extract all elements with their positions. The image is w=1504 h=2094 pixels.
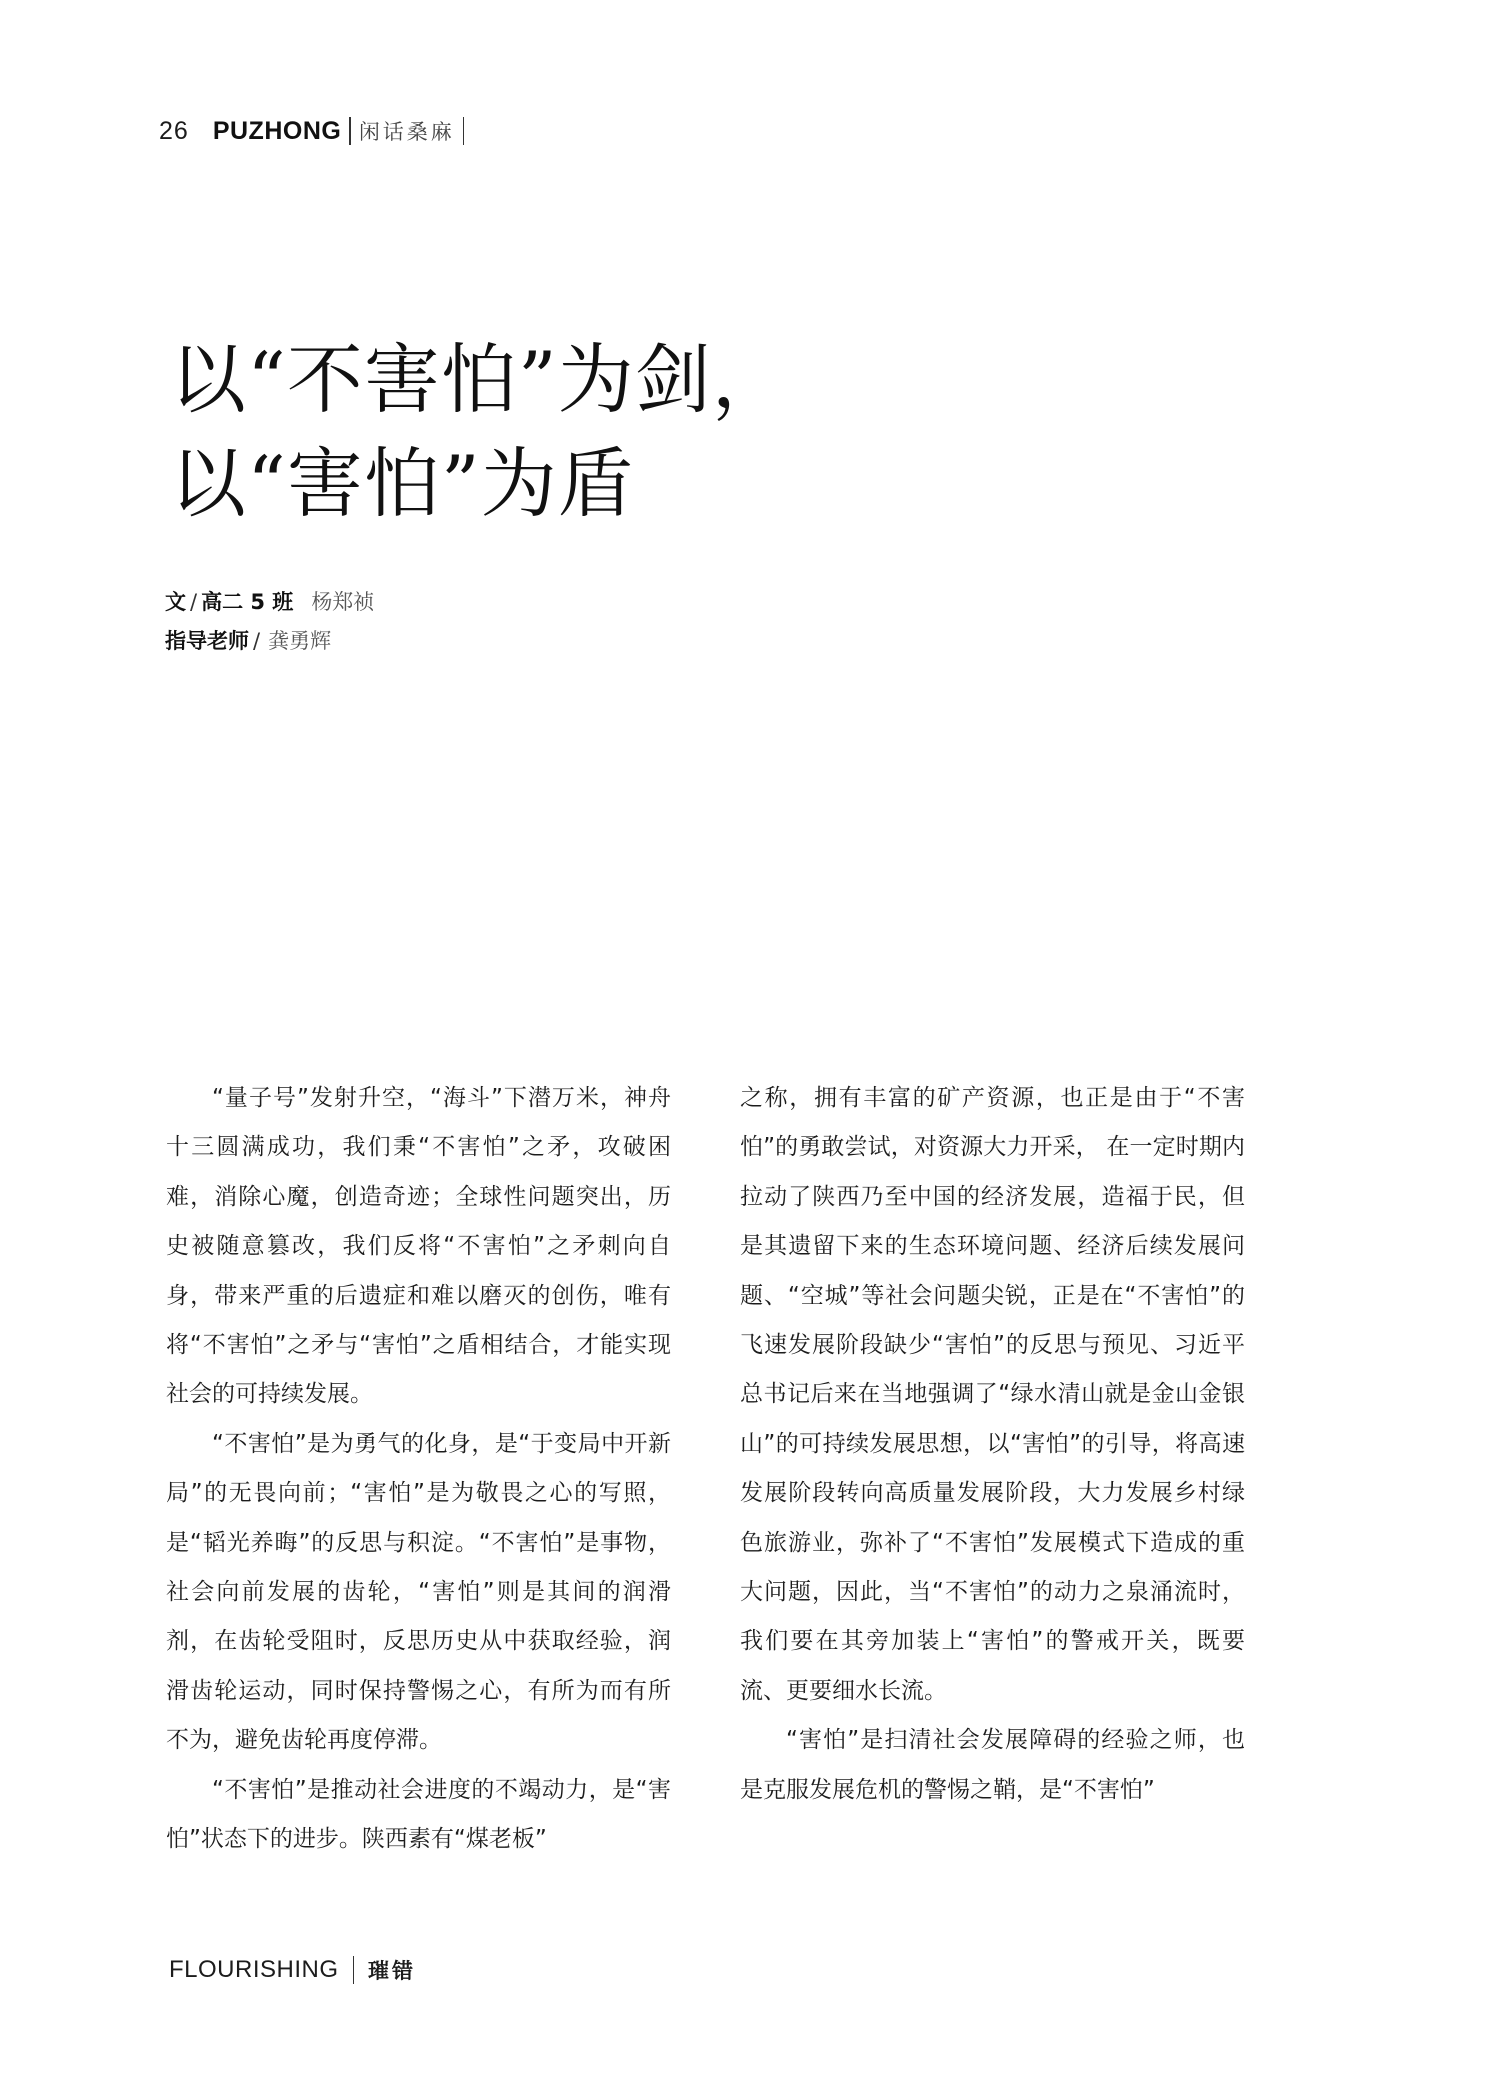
author-name: 杨郑祯 [311, 590, 375, 614]
footer-divider [353, 1956, 355, 1984]
body-column-right [740, 1074, 1245, 1815]
author-label: 文 [165, 590, 186, 614]
paragraph: “量子号”发射升空，“海斗”下潜万米，神舟十三圆满成功，我们秉“不害怕”之矛，攻破困难，消除心魔，创造奇迹；全球性问题突出，历史被随意篡改，我们反将“不害怕”之矛刺向自身，带来严重的后遗症和难以磨灭的创伤，唯有将“不害怕”之矛与“害怕”之盾相结合，才能实现社会的可持续发展。 [166, 1085, 671, 1408]
advisor-name: 龚勇辉 [268, 629, 332, 653]
page-header [159, 113, 472, 149]
author-line [165, 583, 374, 622]
paragraph-continued: 之称，拥有丰富的矿产资源，也正是由于“不害怕”的勇敢尝试，对资源大力开采， 在一定时期内拉动了陕西乃至中国的经济发展，造福于民，但是其遗留下来的生态环境问题、经济后续发展问题、“空城”等社会问题尖锐，正是在“不害怕”的飞速发展阶段缺少“害怕”的反思与预见、习近平总书记后来在当地强调了“绿水清山就是金山金银山”的可持续发展思想，以“害怕”的引导，将高速发展阶段转向高质量发展阶段，大力发展乡村绿色旅游业，弥补了“不害怕”发展模式下造成的重大问题，因此，当“不害怕”的动力之泉涌流时，我们要在其旁加装上“害怕”的警戒开关，既要流、更要细水长流。 [740, 1085, 1245, 1704]
header-divider-right [463, 117, 465, 145]
paragraph: “不害怕”是为勇气的化身，是“于变局中开新局”的无畏向前；“害怕”是为敬畏之心的写照，是“韬光养晦”的反思与积淀。“不害怕”是事物，社会向前发展的齿轮，“害怕”则是其间的润滑剂，在齿轮受阻时，反思历史从中获取经验，润滑齿轮运动，同时保持警惕之心，有所为而有所不为，避免齿轮再度停滞。 [166, 1430, 671, 1754]
page-footer [169, 1953, 416, 1987]
section-name: 闲话桑麻 [358, 120, 455, 144]
author-class: 高二 5 班 [201, 590, 294, 614]
header-divider-left [349, 117, 351, 145]
footer-brand: FLOURISHING [169, 1956, 339, 1983]
paragraph: “害怕”是扫清社会发展障碍的经验之师，也是克服发展危机的警惕之鞘，是“不害怕” [740, 1727, 1245, 1803]
footer-section: 璀错 [368, 1959, 417, 1983]
advisor-label: 指导老师 [165, 629, 249, 653]
byline-slash: / [253, 629, 261, 653]
page-number: 26 [159, 116, 189, 145]
paragraph: “不害怕”是推动社会进度的不竭动力，是“害怕”状态下的进步。陕西素有“煤老板” [166, 1776, 671, 1853]
title-line-2: 以“害怕”为盾 [170, 439, 635, 528]
article-title [170, 328, 1270, 536]
byline-slash: / [190, 590, 198, 614]
magazine-brand: PUZHONG [212, 116, 342, 145]
byline [165, 583, 374, 661]
body-column-left [166, 1074, 671, 1865]
title-line-1: 以“不害怕”为剑， [170, 335, 789, 424]
advisor-line [165, 622, 374, 661]
